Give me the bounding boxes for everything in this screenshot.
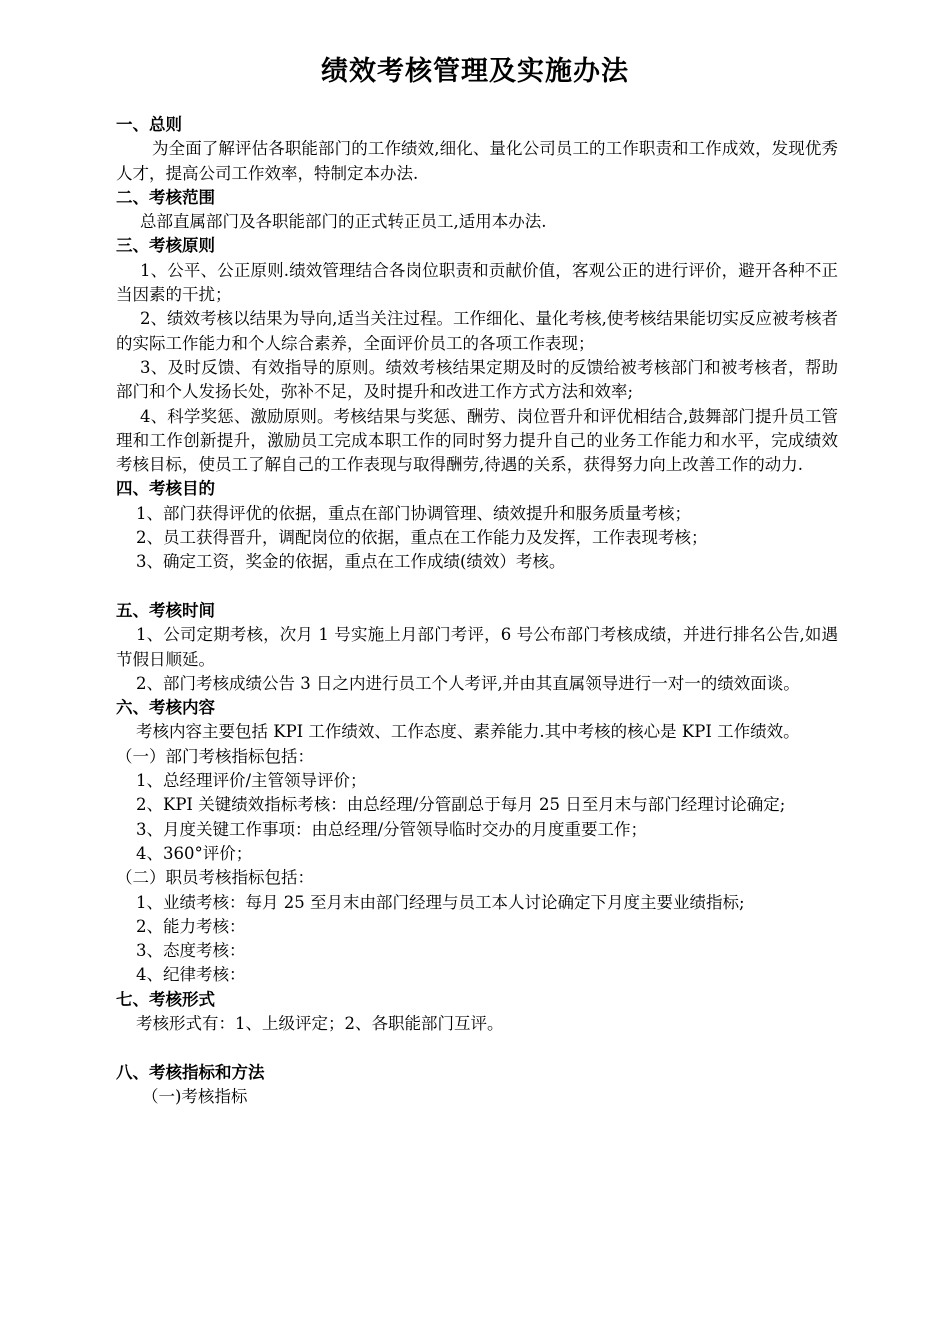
section-heading-timing: 五、考核时间 — [116, 600, 215, 620]
paragraph: 3、及时反馈、有效指导的原则。绩效考核结果定期及时的反馈给被考核部门和被考核者，帮助部门和个人发扬长处，弥补不足，及时提升和改进工作方式方法和效率; — [116, 357, 838, 402]
list-item: 2、员工获得晋升，调配岗位的依据，重点在工作能力及发挥，工作表现考核； — [136, 528, 708, 548]
paragraph: 为全面了解评估各职能部门的工作绩效,细化、量化公司员工的工作职责和工作成效，发现优秀人才，提高公司工作效率，特制定本办法. — [116, 139, 838, 183]
paragraph: 1、公司定期考核，次月 1 号实施上月部门考评，6 号公布部门考核成绩，并进行排名公告,如遇节假日顺延。 — [116, 625, 838, 669]
paragraph: 4、科学奖惩、激励原则。考核结果与奖惩、酬劳、岗位晋升和评优相结合,鼓舞部门提升员工管理和工作创新提升，激励员工完成本职工作的同时努力提升自己的业务工作能力和水平，完成绩效考核目标，使员工了解自己的工作表现与取得酬劳,待遇的关系，获得努力向上改善工作的动力. — [116, 406, 838, 475]
section-heading-form: 七、考核形式 — [116, 989, 215, 1009]
paragraph: 2、部门考核成绩公告 3 日之内进行员工个人考评,并由其直属领导进行一对一的绩效面谈。 — [136, 673, 800, 693]
section-heading-purpose: 四、考核目的 — [116, 479, 215, 499]
section-heading-principles: 三、考核原则 — [116, 236, 215, 256]
section-heading-scope: 二、考核范围 — [116, 187, 215, 207]
list-item: 3、月度关键工作事项：由总经理/分管领导临时交办的月度重要工作； — [136, 819, 648, 839]
paragraph: 考核内容主要包括 KPI 工作绩效、工作态度、素养能力.其中考核的核心是 KPI 工作绩效。 — [136, 722, 800, 742]
document-body — [116, 113, 838, 1109]
paragraph: 总部直属部门及各职能部门的正式转正员工,适用本办法. — [140, 212, 547, 232]
blank-line — [116, 575, 838, 599]
document-title: 绩效考核管理及实施办法 — [321, 56, 629, 87]
list-item: 4、360°评价； — [136, 843, 253, 863]
list-item: 2、能力考核： — [136, 916, 246, 936]
list-item: 3、态度考核： — [136, 941, 246, 961]
paragraph: 1、公平、公正原则.绩效管理结合各岗位职责和贡献价值，客观公正的进行评价，避开各种不正当因素的干扰； — [116, 260, 838, 305]
list-item: 1、部门获得评优的依据，重点在部门协调管理、绩效提升和服务质量考核； — [136, 503, 691, 523]
section-heading-general: 一、总则 — [116, 115, 182, 134]
list-item: 3、确定工资，奖金的依据，重点在工作成绩(绩效）考核。 — [136, 552, 566, 572]
paragraph: 2、绩效考核以结果为导向,适当关注过程。工作细化、量化考核,使考核结果能切实反应被考核者的实际工作能力和个人综合素养，全面评价员工的各项工作表现； — [116, 309, 838, 353]
list-item: 2、KPI 关键绩效指标考核：由总经理/分管副总于每月 25 日至月末与部门经理讨论确定; — [136, 795, 786, 815]
subsection-heading: （一）部门考核指标包括： — [116, 746, 314, 766]
subsection-heading: （一)考核指标 — [142, 1086, 248, 1106]
list-item: 1、业绩考核：每月 25 至月末由部门经理与员工本人讨论确定下月度主要业绩指标; — [136, 892, 745, 912]
section-heading-indicators: 八、考核指标和方法 — [116, 1062, 265, 1082]
subsection-heading: （二）职员考核指标包括： — [116, 868, 314, 888]
section-heading-content: 六、考核内容 — [116, 698, 215, 718]
list-item: 1、总经理评价/主管领导评价； — [136, 771, 367, 791]
list-item: 4、纪律考核： — [136, 965, 246, 985]
paragraph: 考核形式有：1、上级评定；2、各职能部门互评。 — [136, 1013, 504, 1033]
blank-line — [116, 1036, 838, 1060]
